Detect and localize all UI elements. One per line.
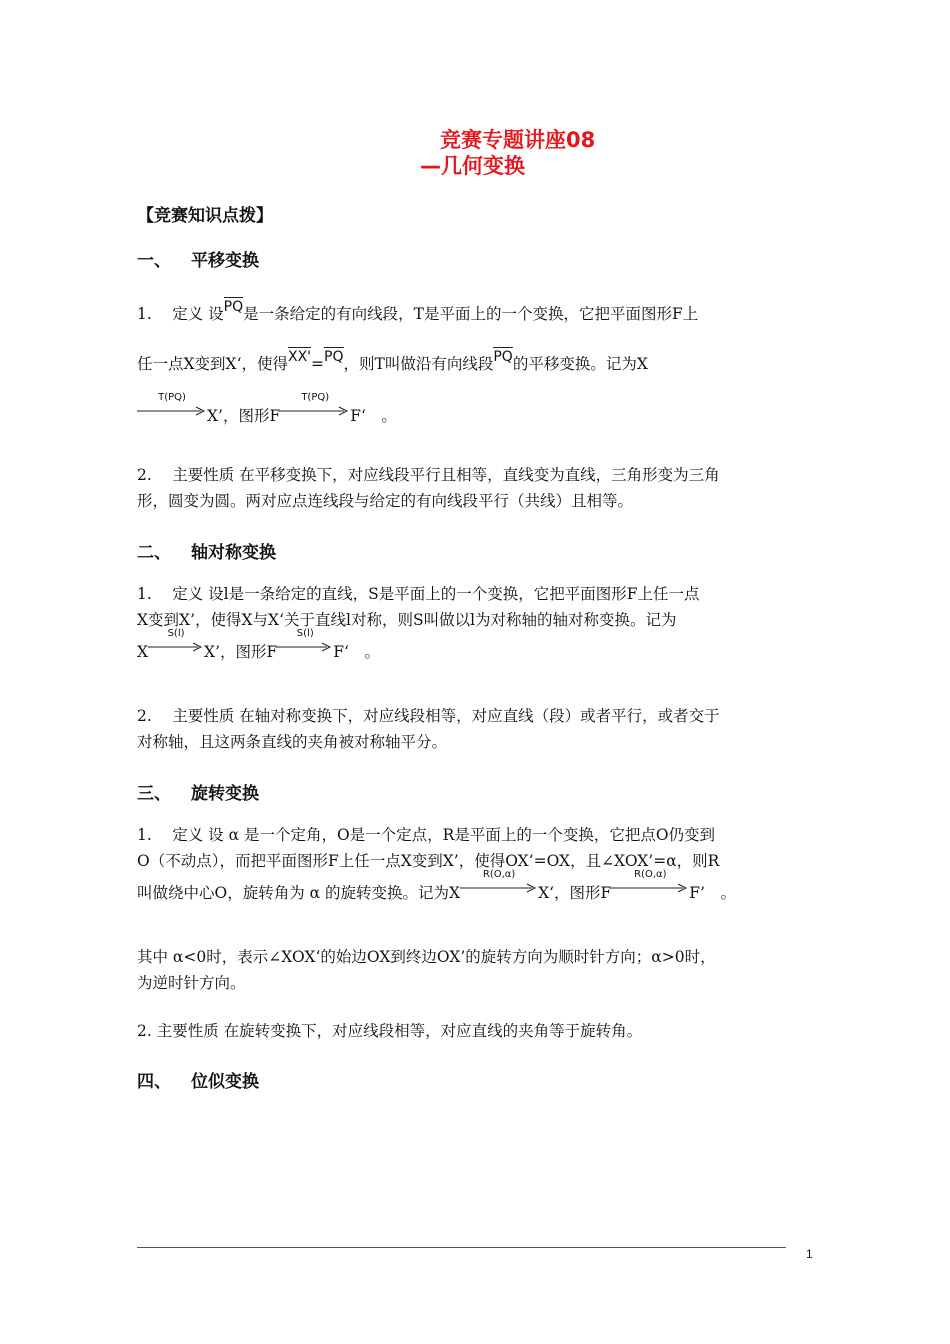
arrow-icon xyxy=(280,406,350,416)
sec1-prop-line1: 2. 主要性质 在平移变换下，对应线段平行且相等，直线变为直线，三角形变为三角 xyxy=(137,466,720,484)
arrow-icon xyxy=(137,406,207,416)
sec3-def-line1: 1. 定义 设 α 是一个定角，O是一个定点，R是平面上的一个变换，它把点O仍变到 xyxy=(137,826,716,844)
sec2-def-line2: X变到X’，使得X与X‘关于直线l对称，则S叫做以l为对称轴的轴对称变换。记为 xyxy=(137,611,677,629)
rotation-arrow: R(O,α) xyxy=(460,878,538,898)
section-4-heading xyxy=(137,1067,259,1092)
sec3-prop-line: 2. 主要性质 在旋转变换下，对应线段相等，对应直线的夹角等于旋转角。 xyxy=(137,1022,643,1040)
sec2-def-line1: 1. 定义 设l是一条给定的直线，S是平面上的一个变换，它把平面图形F上任一点 xyxy=(137,585,700,603)
arrow-icon xyxy=(277,642,333,652)
intro-heading: 【竞赛知识点拨】 xyxy=(137,206,273,226)
doc-title: 竞赛专题讲座08 xyxy=(440,128,596,152)
sec3-def-line3: 叫做绕中心O，旋转角为 α 的旋转变换。记为X R(O,α) X‘，图形F R(O,α) F’ 。 xyxy=(137,869,736,902)
arrow-icon xyxy=(611,883,689,893)
doc-subtitle: —几何变换 xyxy=(420,154,525,178)
sec3-def-line2: O（不动点），而把平面图形F上任一点X变到X’，使得OX‘=OX，且∠XOX’=α，则R xyxy=(137,852,720,870)
sec3-note-line2: 为逆时针方向。 xyxy=(137,974,246,992)
section-3-number: 三、 xyxy=(137,784,171,804)
section-2-heading xyxy=(137,538,276,563)
section-3-heading xyxy=(137,779,259,804)
reflection-arrow: S(l) xyxy=(277,637,333,657)
sec1-def-line2: 任一点X变到X‘，使得XX'=PQ，则T叫做沿有向线段PQ的平移变换。记为X xyxy=(137,349,648,373)
footer-rule xyxy=(137,1247,786,1248)
sec1-def-line3: T(PQ) X’，图形F T(PQ) F‘ 。 xyxy=(137,401,397,429)
sec2-prop-line2: 对称轴，且这两条直线的夹角被对称轴平分。 xyxy=(137,733,448,751)
sec1-prop-line2: 形，圆变为圆。两对应点连线段与给定的有向线段平行（共线）且相等。 xyxy=(137,492,634,510)
section-2-name: 轴对称变换 xyxy=(191,543,276,563)
rotation-arrow: R(O,α) xyxy=(611,878,689,898)
translation-arrow: T(PQ) xyxy=(137,401,207,421)
page-number: 1 xyxy=(806,1247,813,1261)
section-1-heading xyxy=(137,246,259,271)
sec2-def-line3: X S(l) X’，图形F S(l) F‘ 。 xyxy=(137,628,380,661)
section-4-name: 位似变换 xyxy=(191,1072,259,1092)
sec2-prop-line1: 2. 主要性质 在轴对称变换下，对应线段相等，对应直线（段）或者平行，或者交于 xyxy=(137,707,720,725)
reflection-arrow: S(l) xyxy=(148,637,204,657)
arrow-icon xyxy=(148,642,204,652)
translation-arrow: T(PQ) xyxy=(280,401,350,421)
section-1-name: 平移变换 xyxy=(191,251,259,271)
section-4-number: 四、 xyxy=(137,1072,171,1092)
section-2-number: 二、 xyxy=(137,543,171,563)
vector-xx: XX' xyxy=(288,349,312,365)
arrow-icon xyxy=(460,883,538,893)
section-3-name: 旋转变换 xyxy=(191,784,259,804)
vector-pq: PQ xyxy=(324,349,344,365)
section-1-number: 一、 xyxy=(137,251,171,271)
sec1-def-line1: 1. 定义 设PQ是一条给定的有向线段，T是平面上的一个变换，它把平面图形F上 xyxy=(137,299,699,323)
sec3-note-line1: 其中 α<0时，表示∠XOX‘的始边OX到终边OX’的旋转方向为顺时针方向；α>0时， xyxy=(137,948,716,966)
vector-pq: PQ xyxy=(223,299,244,315)
vector-pq: PQ xyxy=(493,349,513,365)
